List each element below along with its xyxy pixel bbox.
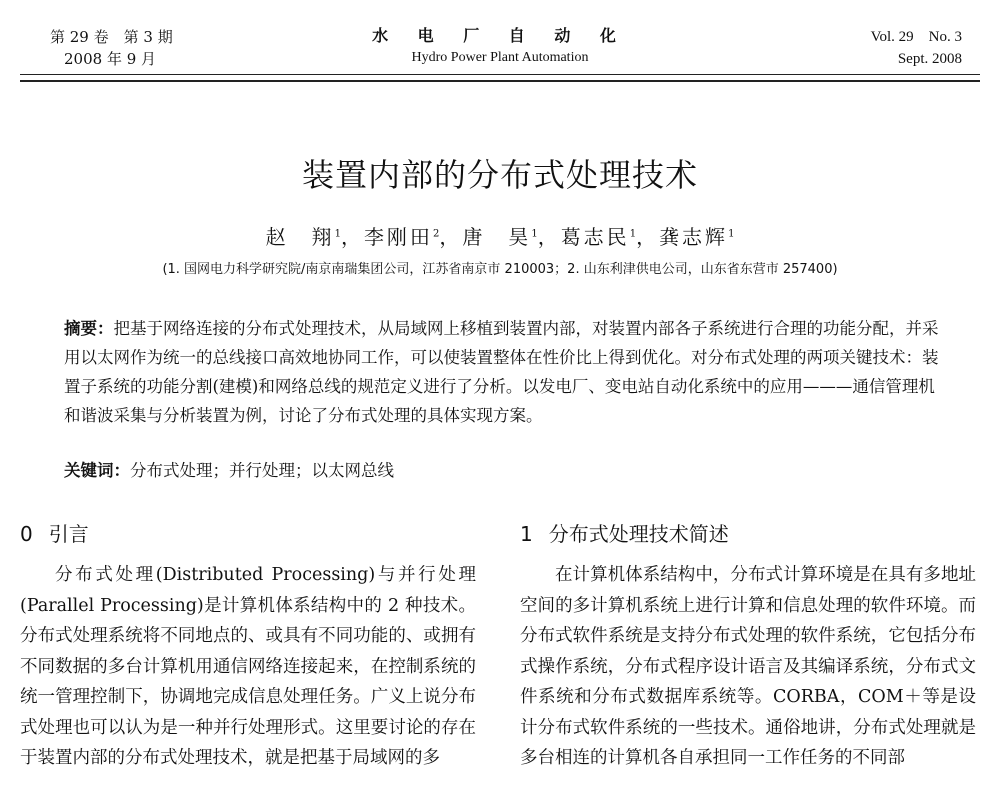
header-rule-thin <box>20 74 980 75</box>
section-title: 分布式处理技术简述 <box>548 522 729 546</box>
header-volume-cn <box>50 26 173 70</box>
author-name: 李刚田 <box>363 225 433 249</box>
column-left <box>20 560 476 774</box>
section-heading-introduction <box>20 518 89 547</box>
author-affiliation-mark: 1 <box>728 228 735 240</box>
section-number: 0 <box>20 522 33 546</box>
abstract-label: 摘要： <box>64 319 114 338</box>
date-cn: 2008 年 9 月 <box>64 50 157 68</box>
section-title: 引言 <box>48 522 89 546</box>
author-affiliation-mark: 1 <box>334 228 341 240</box>
author-name: 葛志民 <box>560 225 630 249</box>
author-list: 赵 翔$^1$，李刚田$^2$，唐 昊$^1$，葛志民$^1$，龚志辉$^1$ <box>265 225 735 249</box>
author-affiliation-mark: 2 <box>432 228 440 240</box>
section-heading-overview <box>520 518 729 547</box>
volume-issue-en: Vol. 29 No. 3 <box>870 29 962 45</box>
header-rule-thick <box>20 80 980 82</box>
affiliations: (1. 国网电力科学研究院/南京南瑞集团公司，江苏省南京市 210003；2. 山东利津供电公司，山东省东营市 257400) <box>162 262 838 277</box>
volume-issue-cn: 第 29 卷 第 3 期 <box>50 28 173 46</box>
abstract <box>64 314 944 430</box>
paragraph-overview: 在计算机体系结构中，分布式计算环境是在具有多地址空间的多计算机系统上进行计算和信息处理的软件环境。而分布式软件系统是支持分布式处理的软件系统，它包括分布式操作系统，分布式程序设计语言及其编译系统，分布式文件系统和分布式数据库系统等。CORBA，COM＋等是设计分布式软件系统的一些技术。通俗地讲，分布式处理就是多台相连的计算机各自承担同一工作任务的不同部 <box>520 565 976 768</box>
author-affiliation-mark: 1 <box>531 228 538 240</box>
keywords <box>64 456 944 485</box>
keywords-label: 关键词： <box>64 461 130 480</box>
date-en: Sept. 2008 <box>897 51 962 67</box>
paragraph-introduction: 分布式处理(Distributed Processing)与并行处理(Parallel Processing)是计算机体系结构中的 2 种技术。分布式处理系统将不同地点的、或具有不同功能的、或拥有不同数据的多台计算机用通信网络连接起来，在控制系统的统一管理控制下，协调地完成信息处理任务。广义上说分布式处理也可以认为是一种并行处理形式。这里要讨论的存在于装置内部的分布式处理技术，就是把基于局域网的多 <box>20 565 476 768</box>
journal-name <box>320 24 680 68</box>
column-right <box>520 560 976 774</box>
header-volume-en <box>871 26 962 70</box>
author-affiliation-mark: 1 <box>629 228 637 240</box>
author-name: 龚志辉 <box>659 225 729 249</box>
journal-name-cn: 水 电 厂 自 动 化 <box>372 26 628 45</box>
author-name: 赵 翔 <box>265 225 335 249</box>
abstract-text: 把基于网络连接的分布式处理技术，从局域网上移植到装置内部，对装置内部各子系统进行合理的功能分配，并采用以太网作为统一的总线接口高效地协同工作，可以使装置整体在性价比上得到优化。对分布式处理的两项关键技术：装置子系统的功能分割(建模)和网络总线的规范定义进行了分析。以发电厂、变电站自动化系统中的应用———通信管理机和谐波采集与分析装置为例，讨论了分布式处理的具体实现方案。 <box>64 319 939 425</box>
author-name: 唐 昊 <box>462 225 532 249</box>
paper-title: 装置内部的分布式处理技术 <box>301 156 698 194</box>
section-number: 1 <box>520 522 533 546</box>
keywords-text: 分布式处理；并行处理；以太网总线 <box>130 461 394 480</box>
journal-name-en: Hydro Power Plant Automation <box>411 50 589 65</box>
